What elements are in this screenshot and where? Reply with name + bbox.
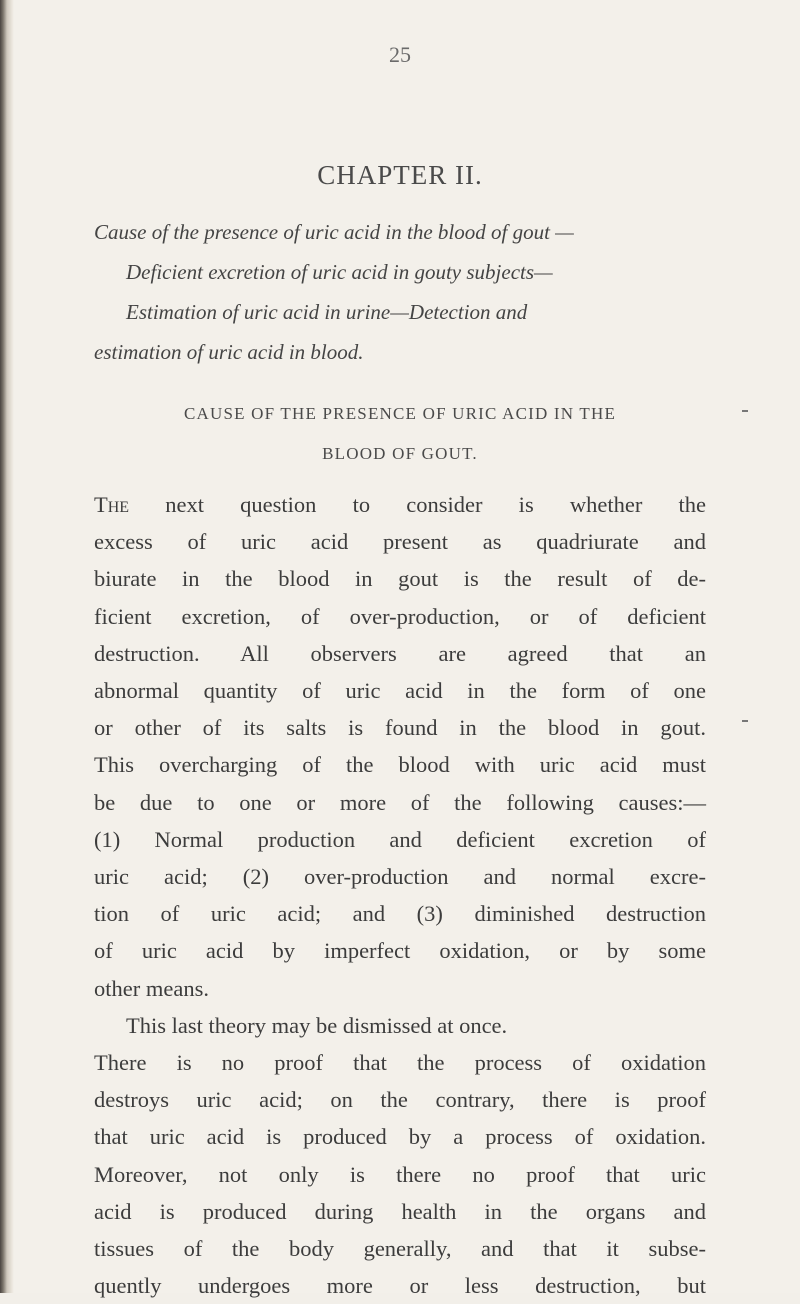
body-line: quently undergoes more or less destruction, but <box>94 1273 706 1299</box>
section-heading-line: CAUSE OF THE PRESENCE OF URIC ACID IN THE <box>183 404 617 423</box>
section-heading <box>94 394 706 474</box>
body-line: acid is produced during health in the organs and <box>94 1198 706 1224</box>
body-line: destruction. All observers are agreed that an <box>94 640 706 666</box>
synopsis-line: Cause of the presence of uric acid in the blood of gout — <box>94 220 574 244</box>
drop-word: The <box>94 492 130 517</box>
body-line: other means. <box>94 975 209 1001</box>
page-number: 25 <box>389 42 411 67</box>
body-line: This overcharging of the blood with uric acid must <box>94 752 706 778</box>
body-line: be due to one or more of the following causes:— <box>94 789 706 815</box>
body-line: Moreover, not only is there no proof that uric <box>94 1161 706 1187</box>
body-line: that uric acid is produced by a process of oxidation. <box>94 1124 706 1150</box>
body-line: tion of uric acid; and (3) diminished destruction <box>94 901 706 927</box>
body-line: of uric acid by imperfect oxidation, or by some <box>94 938 706 964</box>
body-line: biurate in the blood in gout is the result of de- <box>94 566 706 592</box>
body-line: (1) Normal production and deficient excretion of <box>94 826 706 852</box>
body-line: destroys uric acid; on the contrary, there is proof <box>94 1087 706 1113</box>
margin-mark <box>742 720 748 722</box>
body-line-text: next question to consider is whether the <box>165 492 707 517</box>
chapter-synopsis <box>94 212 704 372</box>
body-line: This last theory may be dismissed at once. <box>126 1012 508 1038</box>
synopsis-line: Deficient excretion of uric acid in gouty subjects— <box>126 260 553 284</box>
body-line: or other of its salts is found in the blood in gout. <box>94 715 706 741</box>
synopsis-line: Estimation of uric acid in urine—Detection and <box>126 300 528 324</box>
body-line: tissues of the body generally, and that it subse- <box>94 1236 706 1262</box>
page-gutter-shadow <box>0 0 14 1293</box>
body-line <box>94 486 706 523</box>
synopsis-line: estimation of uric acid in blood. <box>94 340 364 364</box>
body-line: There is no proof that the process of oxidation <box>94 1050 706 1076</box>
body-line: abnormal quantity of uric acid in the form of one <box>94 678 706 704</box>
margin-mark <box>742 410 748 412</box>
body-text <box>94 486 706 1304</box>
section-heading-line: BLOOD OF GOUT. <box>322 444 478 463</box>
body-line: ficient excretion, of over-production, or of deficient <box>94 603 706 629</box>
body-line: excess of uric acid present as quadriurate and <box>94 529 706 555</box>
chapter-title: CHAPTER II. <box>317 160 483 190</box>
body-line: uric acid; (2) over-production and normal excre- <box>94 864 706 890</box>
